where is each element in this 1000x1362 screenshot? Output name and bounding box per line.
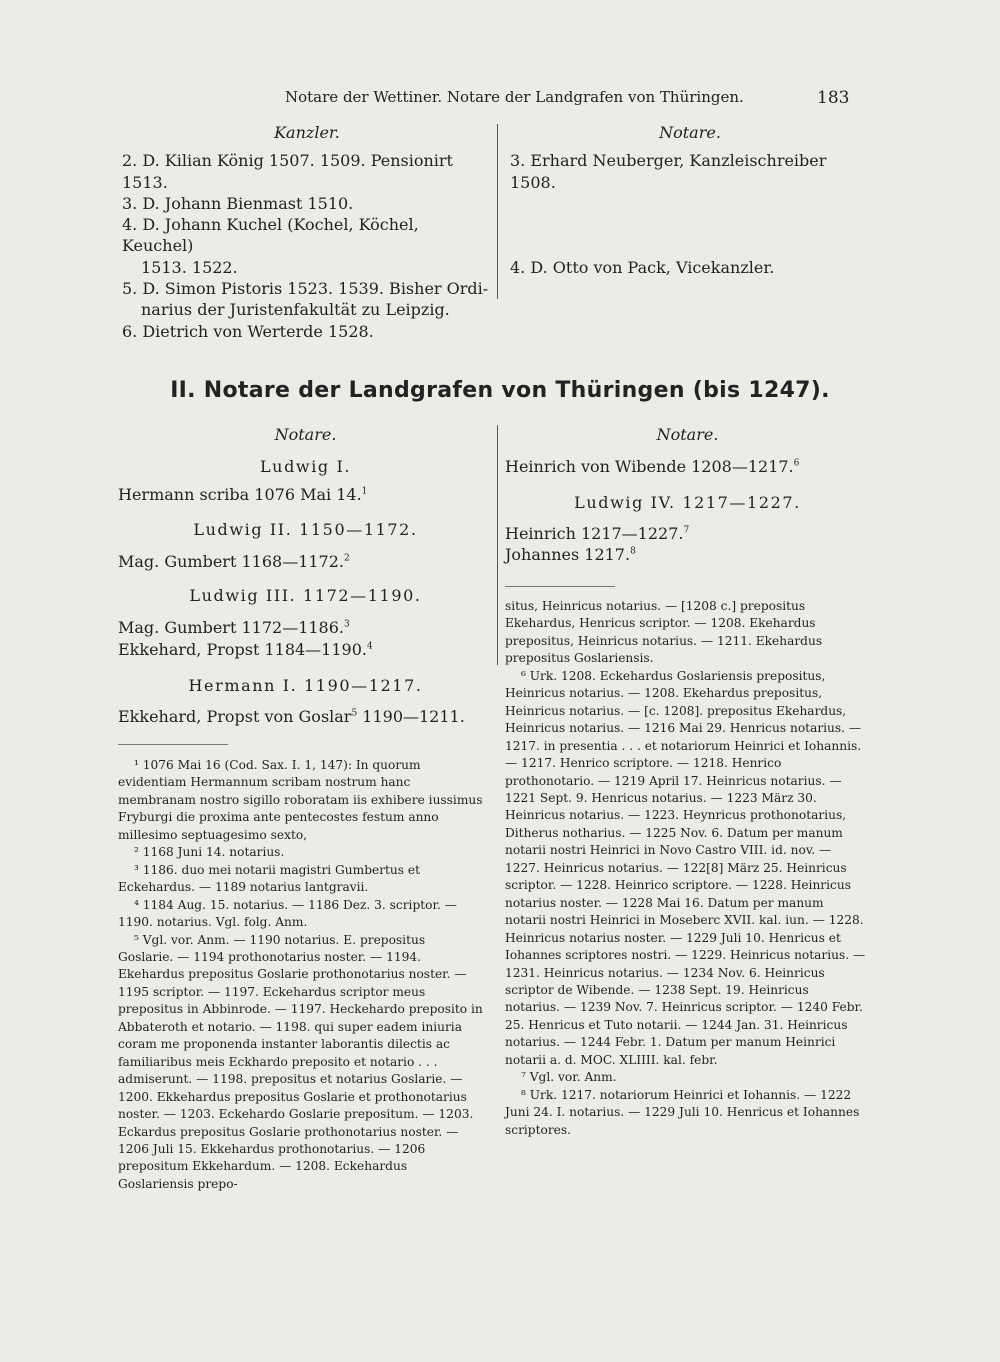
kanzler-entry: 2. D. Kilian König 1507. 1509. Pensionirt 1513.	[122, 151, 453, 192]
notar-entry	[505, 524, 870, 543]
footnote: ⁴ 1184 Aug. 15. notarius. — 1186 Dez. 3. scriptor. — 1190. notarius. Vgl. folg. Anm.	[118, 897, 457, 930]
notar-text: Heinrich 1217—1227.	[505, 524, 684, 543]
kanzler-entry-continued: 1513. 1522.	[141, 257, 238, 277]
footnote: ³ 1186. duo mei notarii magistri Gumbertus et Eckehardus. — 1189 notarius lantgravii.	[118, 862, 421, 895]
notar-entry	[118, 485, 493, 504]
footnote: ⁷ Vgl. vor. Anm.	[521, 1070, 617, 1085]
footnote-ref: 3	[344, 619, 350, 630]
notare-heading: Notare.	[656, 425, 719, 444]
kanzler-entry: 3. D. Johann Bienmast 1510.	[122, 193, 354, 213]
footnote: ⁶ Urk. 1208. Eckehardus Goslariensis prepositus, Heinricus notarius. — 1208. Ekehardus prepositus, Heinricus notarius. — [c. 1208]. prepositus Ekehardus, Heinricus notarius. — 1216 Mai 29. Henricus notarius. — 1217. in presentia . . . et notariorum Heinrici et Iohannis. — 1217. Henrico scriptore. — 1218. Henrico prothonotario. — 1219 April 17. Heinricus notarius. — 1221 Sept. 9. Henricus notarius. — 1223 März 30. Heinricus notarius. — 1223. Heynricus prothonotarius, Ditherus notharius. — 1225 Nov. 6. Datum per manum notarii nostri Heinrici in Novo Castro VIII. id. nov. — 1227. Heinricus notarius. — 122[8] März 25. Heinricus scriptor. — 1228. Heinrico scriptore. — 1228. Heinricus notarius noster. — 1228 Mai 16. Datum per manum notarii nostri Heinrici in Moseberc XVII. kal. iun. — 1228. Heinricus notarius noster. — 1229 Juli 10. Henricus et Iohannes scriptores nostri. — 1229. Heinricus notarius. — 1231. Heinricus notarius. — 1234 Nov. 6. Heinricus scriptor de Wibende. — 1238 Sept. 19. Heinricus notarius. — 1239 Nov. 7. Heinricus scriptor. — 1240 Febr. 25. Henricus et Tuto notarii. — 1244 Jan. 31. Heinricus notarius. — 1244 Febr. 1. Datum per manum Heinrici notarii a. d. MOC. XLIIII. kal. febr.	[505, 668, 866, 1067]
notare-heading: Notare.	[274, 425, 337, 444]
notar-text: Johannes 1217.	[505, 545, 631, 564]
footnote-rule	[505, 586, 615, 587]
notar-text: 1190—1211.	[357, 707, 465, 726]
notar-text: Ekkehard, Propst 1184—1190.	[118, 640, 367, 659]
notar-entry	[118, 552, 493, 571]
footnote-ref: 2	[344, 553, 350, 564]
kanzler-heading: Kanzler.	[274, 123, 340, 142]
footnotes-left	[118, 757, 483, 1193]
footnote-ref: 4	[366, 641, 373, 652]
notar-entry	[118, 640, 493, 659]
ruler-heading: Hermann I. 1190—1217.	[188, 676, 423, 695]
section-title: II. Notare der Landgrafen von Thüringen (bis 1247).	[170, 378, 830, 403]
notar-entry	[505, 457, 870, 476]
footnote-rule	[118, 744, 228, 745]
kanzler-entry-continued: narius der Juristenfakultät zu Leipzig.	[141, 300, 450, 320]
notar-entry	[505, 545, 870, 564]
notare-heading: Notare.	[659, 123, 721, 142]
footnote-ref: 5	[351, 708, 358, 719]
footnotes-right	[505, 598, 867, 1139]
kanzler-entry: 6. Dietrich von Werterde 1528.	[122, 321, 374, 341]
column-divider	[497, 425, 498, 665]
kanzler-entry: 5. D. Simon Pistoris 1523. 1539. Bisher Ordi-	[122, 279, 489, 299]
notar-text: Mag. Gumbert 1168—1172.	[118, 552, 344, 571]
footnote: ¹ 1076 Mai 16 (Cod. Sax. I. 1, 147): In quorum evidentiam Hermannum scribam nostrum hanc membranam nostro sigillo roboratam iis exhibere iussimus Fryburgi die proxima ante pentecostes festum anno millesimo septuagesimo sexto,	[118, 758, 483, 842]
footnote-ref: 8	[630, 546, 636, 557]
footnote: ⁸ Urk. 1217. notariorum Heinrici et Iohannis. — 1222 Juni 24. I. notarius. — 1229 Juli 10. Henricus et Iohannes scriptores.	[505, 1087, 860, 1137]
page-number: 183	[817, 88, 850, 108]
ruler-heading: Ludwig III. 1172—1190.	[189, 586, 422, 605]
notar-text: Mag. Gumbert 1172—1186.	[118, 618, 344, 637]
notar-entry	[118, 707, 493, 726]
footnote-ref: 1	[361, 486, 368, 497]
column-divider	[497, 124, 498, 299]
footnote: ² 1168 Juni 14. notarius.	[134, 845, 285, 860]
footnote: ⁵ Vgl. vor. Anm. — 1190 notarius. E. prepositus Goslarie. — 1194 prothonotarius noster. — 1194. Ekehardus prepositus Goslarie prothonotarius noster. — 1195 scriptor. — 1197. Eckehardus scriptor meus prepositus in Abbinrode. — 1197. Heckehardo preposito in Abbateroth et notario. — 1198. qui super eadem iniuria coram me proponenda instanter laborantis dilectis ac familiaribus meis Eckhardo preposito et notario . . . admiserunt. — 1198. prepositus et notarius Goslarie. — 1200. Ekkehardus prepositus Goslarie et prothonotarius noster. — 1203. Eckehardo Goslarie prepositum. — 1203. Eckardus prepositus Goslarie prothonotarius noster. — 1206 Juli 15. Ekkehardus prothonotarius. — 1206 prepositum Ekkehardum. — 1208. Eckehardus Goslariensis prepo-	[118, 932, 483, 1191]
ruler-heading: Ludwig I.	[259, 457, 352, 476]
notar-entry: 4. D. Otto von Pack, Vicekanzler.	[510, 257, 775, 277]
notar-text: Ekkehard, Propst von Goslar	[118, 707, 352, 726]
footnote-ref: 7	[683, 525, 690, 536]
footnote-continued: situs, Heinricus notarius. — [1208 c.] prepositus Ekehardus, Henricus scriptor. — 1208. Ekehardus prepositus, Heinricus notarius. — 1211. Ekehardus prepositus Goslariensis.	[505, 599, 823, 666]
notar-entry	[118, 618, 493, 637]
notar-entry: 3. Erhard Neuberger, Kanzleischreiber 1508.	[510, 151, 827, 192]
notar-text: Hermann scriba 1076 Mai 14.	[118, 485, 362, 504]
kanzler-column	[122, 122, 492, 342]
ruler-heading: Ludwig IV. 1217—1227.	[574, 493, 801, 512]
ruler-heading: Ludwig II. 1150—1172.	[193, 520, 418, 539]
footnote-ref: 6	[793, 458, 800, 469]
notare-column-top	[510, 122, 870, 278]
notar-text: Heinrich von Wibende 1208—1217.	[505, 457, 794, 476]
kanzler-entry: 4. D. Johann Kuchel (Kochel, Köchel, Keuchel)	[122, 215, 419, 256]
running-header: Notare der Wettiner. Notare der Landgrafen von Thüringen.	[285, 88, 744, 106]
